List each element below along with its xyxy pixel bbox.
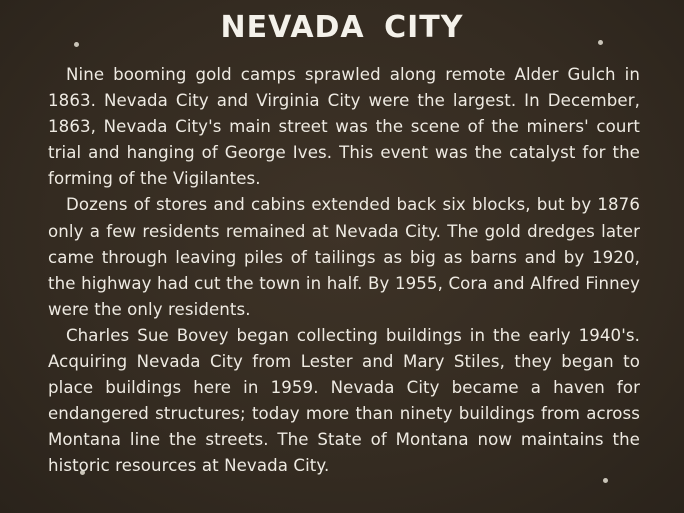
sign-body [48, 62, 640, 480]
paragraph-decline: Dozens of stores and cabins extended back six blocks, but by 1876 only a few residents remained at Nevada City. The gold dredges later came through leaving piles of tailings as big as barns and by 1920, the highway had cut the town in half. By 1955, Cora and Alfred Finney were the only residents. [48, 195, 640, 319]
sign-title: NEVADA CITY [220, 10, 464, 45]
paragraph-gold-camps: Nine booming gold camps sprawled along remote Alder Gulch in 1863. Nevada City and Virginia City were the largest. In December, 1863, Nevada City's main street was the scene of the miners' court trial and hanging of George Ives. This event was the catalyst for the forming of the Vigilantes. [48, 65, 640, 189]
paragraph-preservation: Charles Sue Bovey began collecting buildings in the early 1940's. Acquiring Nevada City from Lester and Mary Stiles, they began to place buildings here in 1959. Nevada City became a haven for endangered structures; today more than ninety buildings from across Montana line the streets. The State of Montana now maintains the historic resources at Nevada City. [48, 325, 640, 476]
